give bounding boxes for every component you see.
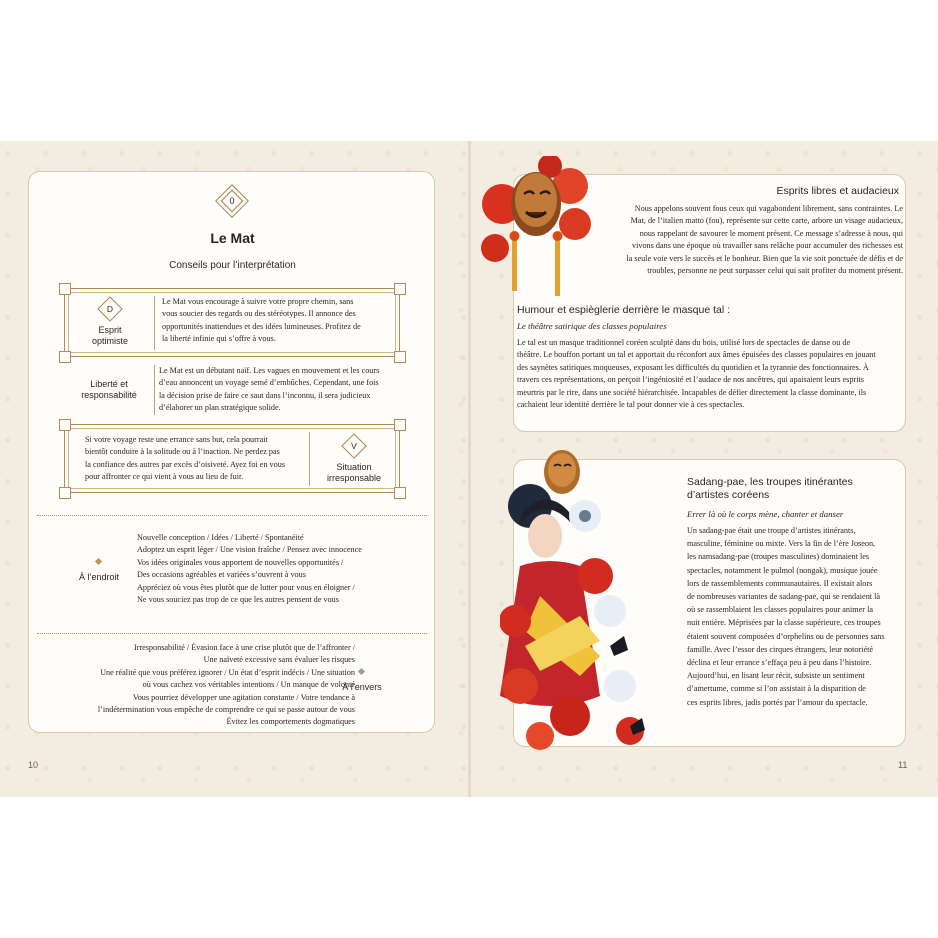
liberte-text: Le Mat est un débutant naïf. Les vagues en mouvement et les cours d’eau annoncent un voyage semé d’embûches. Cependant, une fois la décision prise de faire ce saut dans l’inconnu, il sera judicieux d’élaborer un plan stratégique solide. xyxy=(159,366,380,413)
frame-corner-ornament xyxy=(59,351,71,363)
section2-text: Le tal est un masque traditionnel coréen sculpté dans du bois, utilisé lors de spectacles de danse ou de théâtre. Le bouffon portant un tal et apportait du réconfort aux âmes épuisées des classes populaires en jouant des saynètes satiriques moqueuses, exposant les difficultés du quotidien et la tyrannie des fonctionnaires. À travers ces représentations, on perçoit l’ingéniosité et l’audace de nos ancêtres, qui apaisaient leurs esprits meurtris par le rire, dans une société hiérarchisée. Incapables de défier directement la classe dominante, ils cachaient leur identité derrière le tal pour donner vie à ces spectacles. xyxy=(517,338,876,410)
frame-corner-ornament xyxy=(394,419,406,431)
frame-corner-ornament xyxy=(59,283,71,295)
section1-heading: Esprits libres et audacieux xyxy=(776,185,899,197)
card-subtitle: Conseils pour l’interprétation xyxy=(169,260,296,271)
frame-corner-ornament xyxy=(394,283,406,295)
liberte-label: Liberté et responsabilité xyxy=(81,379,137,400)
card-number: 0 xyxy=(229,196,235,206)
esprit-text: Le Mat vous encourage à suivre votre propre chemin, sans vous soucier des regards ou des stéréotypes. Il annonce des opportunités inattendues et des idées lumineuses. Profitez de la liberté infinie qui s’offre à vous. xyxy=(162,297,361,344)
endroit-diamond-icon xyxy=(95,558,102,565)
situation-divider xyxy=(309,432,310,486)
dotted-separator xyxy=(37,633,427,634)
frame-corner-ornament xyxy=(59,419,71,431)
frame-corner-ornament xyxy=(394,351,406,363)
page-number-left: 10 xyxy=(28,760,39,770)
endroit-divider xyxy=(132,532,133,612)
dotted-separator xyxy=(37,515,427,516)
endroit-text: Nouvelle conception / Idées / Liberté / Spontanéité Adoptez un esprit léger / Une vision fraîche / Pensez avec innocence Vos idées originales vous apportent de nouvelles opportunités / Des occasions agréables et variées s’ouvrent à vous Appréciez où vous êtes plutôt que de lutter pour vous en éloigner / Ne vous souciez pas trop de ce que les autres pensent de vous xyxy=(137,533,362,605)
esprit-divider xyxy=(154,296,155,350)
card-title: Le Mat xyxy=(210,230,255,246)
section3-subheading: Errer là où le corps mène, chanter et danser xyxy=(687,509,844,519)
esprit-icon-letter: D xyxy=(106,304,114,314)
envers-label: À l’envers xyxy=(342,682,382,692)
book-spread xyxy=(0,141,938,797)
esprit-label: Esprit optimiste xyxy=(91,325,128,346)
situation-label: Situation irresponsable xyxy=(326,462,382,483)
gutter xyxy=(468,141,471,797)
section2-heading: Humour et espièglerie derrière le masque tal : xyxy=(517,304,731,316)
envers-diamond-icon xyxy=(358,668,365,675)
interpretation-card xyxy=(28,171,435,733)
frame-corner-ornament xyxy=(394,487,406,499)
frame-corner-ornament xyxy=(59,487,71,499)
situation-icon-letter: V xyxy=(351,441,357,451)
page-number-right: 11 xyxy=(898,760,908,770)
section3-text: Un sadang-pae était une troupe d’artistes itinérants, masculine, féminine ou mixte. Vers la fin de l’ère Joseon, les namsadang-pae (troupes masculines) dominaient les spectacles, notamment le pulmol (nongak), musique jouée lors de rassemblements communautaires. Il existait alors de nombreuses variantes de sadang-pae, qui se rendaient là où se rassemblaient les classes populaires pour animer la nuit entière. Méprisées par la classe supérieure, ces troupes étaient souvent composées d’orphelins ou de personnes sans famille. Avec l’essor des cirques étrangers, leur notoriété déclina et leur errance s’effaça peu à peu dans l’histoire. Aujourd’hui, en lisant leur récit, subsiste un sentiment d’amertume, comme si l’on assistait à la disparition de ces esprits libres, jadis portés par l’amour du spectacle. xyxy=(687,526,885,707)
tal-mask-illustration xyxy=(480,156,598,306)
section1-text: Nous appelons souvent fous ceux qui vagabondent librement, sans contraintes. Le Mat, de l’italien matto (fou), représente sur cette carte, arbore un visage audacieux, nous rappelant de savourer le moment présent. Ce message s’adresse à nous, qui vivons dans une époque où travailler sans relâche pour accumuler des richesses est la seule voie vers le succès et le bonheur. Bien que la vie soit ponctuée de défis et de troubles, personne ne peut surpasser celui qui sait profiter du moment présent. xyxy=(626,204,903,276)
situation-text: Si votre voyage reste une errance sans but, cela pourrait bientôt conduire à la solitude ou à l’inaction. Ne perdez pas la confiance des autres par excès d’oisiveté. Ayez foi en vous pour affronter ce qui vient à vous au lieu de fuir. xyxy=(85,435,285,482)
section2-subheading: Le théâtre satirique des classes populaires xyxy=(517,321,667,331)
section3-heading: Sadang-pae, les troupes itinérantes d’artistes coréens xyxy=(687,476,853,501)
liberte-divider xyxy=(154,365,155,415)
sadang-pae-performer-illustration xyxy=(500,446,680,751)
endroit-label: À l’endroit xyxy=(78,572,120,582)
envers-text: Irresponsabilité / Évasion face à une crise plutôt que de l’affronter / Une naïveté excessive sans évaluer les risques Une réalité que vous préférez ignorer / Un état d’esprit indécis / Une situation où vous cachez vos véritables intentions / Un manque de volonté Vous pourriez développer une agitation constante / Votre tendance à l’indétermination vous empêche de comprendre ce qui se passe autour de vous Évitez les comportements dogmatiques xyxy=(97,643,355,727)
